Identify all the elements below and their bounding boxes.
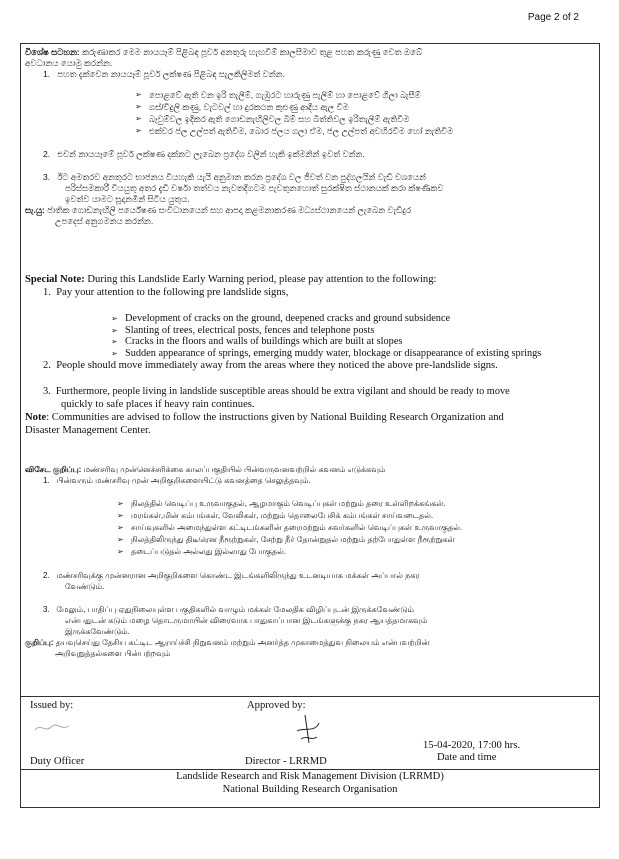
english-bullet: ➢ Development of cracks on the ground, deepened cracks and ground subsidence — [111, 313, 597, 325]
sinhala-bullet: ➢ ගස්/විදුලි කණු, වැටවල් හා දුරකථන කුළුණු ආදිය ඇල වීම — [135, 101, 595, 113]
sinhala-nb-label: සැ.යු: — [25, 205, 45, 215]
bulletin-frame — [20, 43, 600, 808]
issued-label: Issued by: — [30, 700, 74, 711]
sinhala-bullet: ➢ බෑවුම්වල ඉදිකර ඇති ගොඩනැඟිලිවල බිම් සහ බිත්තිවල ඉරිතැලීම් ඇතිවීම — [135, 113, 595, 125]
english-nb-text: : Communities are advised to follow the instructions given by National Building Research Organization and — [46, 412, 504, 423]
tamil-nb-text: தயவுசெய்து தேசிய கட்டிட ஆராய்ச்சி நிறுவனம் மற்றும் அனர்த்த முகாமைத்துவ நிலையம் என்பவற்றின் — [55, 638, 430, 647]
tamil-note-text: மண்சரிவு முன்னெச்சரிக்கை காலப்பகுதியில் பின்வருவனவற்றில் கவனம் எடுக்கவும் — [83, 465, 386, 474]
english-item-3b: quickly to safe places if heavy rain continues. — [61, 399, 255, 410]
tamil-section: விசேட குறிப்பு: மண்சரிவு முன்னெச்சரிக்கை காலப்பகுதியில் பின்வருவனவற்றில் கவனம் எடுக்கவும் 1. பின்வரும் மண்சரிவு முன் அறிகுறிகளையிட்டு கவனத்தை செலுத்தவும். ➢ நிலத்தில் வெடிப்பு உருவாகுதல், ஆழமாகும் வெடிப்புகள் மற்றும் தரை உள்ளிறக்கங்கள். ➢ மரங்கள்,மின் கம்பங்கள், வேலிகள், மற்றும் தொலைபேசிக் கம்பங்கள் சாய்வடைதல். ➢ சாய்வுகளில் அமைந்துள்ள கட்டிடங்களின் தரைமற்றும் சுவர்களில் வெடிப்புகள் உருவாகுதல். ➢ நிலத்திலிருந்து திடீரென நீரூற்றுகள், சேற்று நீர் தோன்றுதல் மற்றும் தற்போதுள்ள நீரூற்றுகள் ➢ தடைப்படுதல் அல்லது இல்லாது போகுதல். 2. மண்சரிவுக்கு முன்னரான அறிகுறிகளை கொண்ட இடங்களிலிருந்து உடனடியாக மக்கள் அப்பால் நகர வேண்டும். 3. மேலும், பாதிப்பு ஏதுநிலையுள்ள பகுதிகளில் வாழும் மக்கள் மேலதிக விழிப்புடன் இருக்கவேண்டும் என்பதுடன் கடும் மழை தொடருமாயின் விரைவாக பாதுகாப்பான இடங்களுக்கு நகர ஆயத்தமாகவும் இருக்கவேண்டும். குறிப்பு: தயவுசெய்து தேசிய கட்டிட ஆராய்ச்சி நிறுவனம் மற்றும் அனர்த்த முகாமைத்துவ நிலையம் என்பவற்றின் அறிவுறுத்தல்களை பின்பற்றவும் — [25, 464, 597, 659]
tamil-item-3b: என்பதுடன் கடும் மழை தொடருமாயின் விரைவாக பாதுகாப்பான இடங்களுக்கு நகர ஆயத்தமாகவும் — [65, 616, 428, 625]
english-item-3a: Furthermore, people living in landslide susceptible areas should be extra vigilant and should be ready to move — [55, 386, 510, 397]
english-bullets — [111, 313, 597, 359]
sinhala-item-2: එවන් නායයෑමේ පූර්ව ලක්ෂණ දක්නට ලැබෙන ප්‍රදේශ වලින් හැකි ඉක්මනින් ඉවත් වන්න. — [57, 149, 365, 159]
approved-label: Approved by: — [247, 700, 306, 711]
sinhala-note-text2: අවධානය යොමු කරන්න. — [25, 58, 113, 68]
sinhala-nb-text2: උපදෙස් අනුගමනය කරන්න. — [55, 216, 154, 226]
tamil-item-2a: மண்சரிவுக்கு முன்னரான அறிகுறிகளை கொண்ட இடங்களிலிருந்து உடனடியாக மக்கள் அப்பால் நகர — [56, 571, 420, 580]
sinhala-nb-text: ජාතික ගොඩනැඟිලි පර්යේෂණ සංවිධානයෙන් සහ ආපදා කළමනාකරණ මධ්‍යස්ථානයෙන් ලැබෙන වැඩිදුර — [47, 205, 412, 215]
sinhala-item-3c: ඉවත්ව යාමට සූදානමින් සිටිය යුතුය. — [65, 194, 190, 204]
english-note-text: During this Landslide Early Warning period, please pay attention to the following: — [87, 274, 437, 285]
tamil-bullet: ➢ சாய்வுகளில் அமைந்துள்ள கட்டிடங்களின் தரைமற்றும் சுவர்களில் வெடிப்புகள் உருவாகுதல். — [117, 522, 597, 534]
sinhala-bullet: ➢ පොළවේ ඇති වන ඉරි තැලීම්, ගැඹුරට හාරුණු පැලීම් හා පොළවේ ගිලා බැසීම් — [135, 89, 595, 101]
footer-organisation: National Building Research Organisation — [222, 784, 398, 795]
sinhala-item-3b: පරිස්සමකාරී වියයුතු අතර දැඩි වර්ෂා තත්වය නැවතදිගටම පැවතුනහොත් සුරක්ෂිත ස්ථානයක් කරා ක්ෂණිකව — [65, 183, 444, 193]
signature-block — [21, 696, 599, 810]
tamil-item-3a: மேலும், பாதிப்பு ஏதுநிலையுள்ள பகுதிகளில் வாழும் மக்கள் மேலதிக விழிப்புடன் இருக்கவேண்டும் — [56, 605, 414, 614]
english-note-label: Special Note: — [25, 274, 85, 285]
tamil-bullet-cont: ➢ தடைப்படுதல் அல்லது இல்லாது போகுதல். — [117, 546, 597, 558]
tamil-item-1: பின்வரும் மண்சரிவு முன் அறிகுறிகளையிட்டு கவனத்தை செலுத்தவும். — [56, 476, 311, 485]
english-item-1: Pay your attention to the following pre landslide signs, — [56, 287, 289, 298]
tamil-nb-label: குறிப்பு: — [25, 638, 54, 647]
footer — [21, 769, 599, 796]
director-signature — [293, 713, 323, 747]
date-time-value: 15-04-2020, 17:00 hrs. — [423, 740, 521, 751]
tamil-note-label: விசேட குறிப்பு: — [25, 465, 82, 474]
sinhala-bullets — [135, 89, 595, 137]
sinhala-note-label: විශේෂ සටහන: — [25, 47, 80, 57]
sinhala-section: විශේෂ සටහන: කරුණාකර මෙම නායයෑම් පිළිබඳ පූර්ව අනතුරු හැඟවීම් කාලසීමාව තුළ පහත කරුණු වෙත ඔබේ අවධානය යොමු කරන්න. 1. පහත දැක්වෙන නායයෑම් පූර්ව ලක්ෂණ පිළිබඳ සැලකිලිමත් වන්න. ➢ පොළවේ ඇති වන ඉරි තැලීම්, ගැඹුරට හාරුණු පැලීම් හා පොළවේ ගිලා බැසීම් ➢ ගස්/විදුලි කණු, වැටවල් හා දුරකථන කුළුණු ආදිය ඇල වීම ➢ බෑවුම්වල ඉදිකර ඇති ගොඩනැඟිලිවල බිම් සහ බිත්තිවල ඉරිතැලීම් ඇතිවීම ➢ එක්වර ජල උල්පත් ඇතිවීම, බොර ජලය ගලා ඒම, ජල උල්පත් අවහිරවීම හෝ නැතිවීම 2. එවන් නායයෑමේ පූර්ව ලක්ෂණ දක්නට ලැබෙන ප්‍රදේශ වලින් හැකි ඉක්මනින් ඉවත් වන්න. 3. ඊට අමතරව අනතුරට භාජනය වියහැකි යැයි අනුමාන කරන ප්‍රදේශ වල ජීවත් වන පුද්ගලයින් වැඩි වශයෙන් පරිස්සමකාරී වියයුතු අතර දැඩි වර්ෂා තත්වය නැවතදිගටම පැවතුනහොත් සුරක්ෂිත ස්ථානයක් කරා ක්ෂණිකව ඉවත්ව යාමට සූදානමින් සිටිය යුතුය. සැ.යු: ජාතික ගොඩනැඟිලි පර්යේෂණ සංවිධානයෙන් සහ ආපදා කළමනාකරණ මධ්‍යස්ථානයෙන් ලැබෙන වැඩිදුර උපදෙස් අනුගමනය කරන්න. — [25, 47, 595, 227]
duty-officer-label: Duty Officer — [30, 756, 85, 767]
tamil-item-3c: இருக்கவேண்டும். — [65, 627, 130, 636]
duty-officer-signature — [33, 721, 73, 735]
sinhala-item-3a: ඊට අමතරව අනතුරට භාජනය වියහැකි යැයි අනුමාන කරන ප්‍රදේශ වල ජීවත් වන පුද්ගලයින් වැඩි වශයෙන් — [57, 172, 426, 182]
tamil-bullet: ➢ மரங்கள்,மின் கம்பங்கள், வேலிகள், மற்றும் தொலைபேசிக் கம்பங்கள் சாய்வடைதல். — [117, 510, 597, 522]
english-bullet: ➢ Sudden appearance of springs, emerging muddy water, blockage or disappearance of existing springs — [111, 348, 597, 360]
page-number: Page 2 of 2 — [527, 12, 579, 23]
tamil-bullet: ➢ நிலத்திலிருந்து திடீரென நீரூற்றுகள், சேற்று நீர் தோன்றுதல் மற்றும் தற்போதுள்ள நீரூற்றுகள் — [117, 534, 597, 546]
english-bullet: ➢ Slanting of trees, electrical posts, fences and telephone posts — [111, 325, 597, 337]
tamil-item-2b: வேண்டும். — [65, 582, 105, 591]
tamil-bullet: ➢ நிலத்தில் வெடிப்பு உருவாகுதல், ஆழமாகும் வெடிப்புகள் மற்றும் தரை உள்ளிறக்கங்கள். — [117, 498, 597, 510]
sinhala-bullet: ➢ එක්වර ජල උල්පත් ඇතිවීම, බොර ජලය ගලා ඒම, ජල උල්පත් අවහිරවීම හෝ නැතිවීම — [135, 125, 595, 137]
english-nb-label: Note — [25, 412, 47, 423]
english-bullet: ➢ Cracks in the floors and walls of buildings which are built at slopes — [111, 336, 597, 348]
sinhala-item-1: පහත දැක්වෙන නායයෑම් පූර්ව ලක්ෂණ පිළිබඳ සැලකිලිමත් වන්න. — [57, 69, 285, 79]
director-label: Director - LRRMD — [245, 756, 327, 767]
english-item-2: People should move immediately away from the areas where they noticed the above pre-landslide signs. — [56, 360, 498, 371]
sinhala-note-text: කරුණාකර මෙම නායයෑම් පිළිබඳ පූර්ව අනතුරු හැඟවීම් කාලසීමාව තුළ පහත කරුණු වෙත ඔබේ — [82, 47, 423, 57]
footer-division: Landslide Research and Risk Management Division (LRRMD) — [176, 771, 444, 782]
date-time-label: Date and time — [437, 752, 497, 763]
tamil-bullets — [117, 498, 597, 558]
tamil-nb-text2: அறிவுறுத்தல்களை பின்பற்றவும் — [55, 649, 171, 658]
english-nb-text2: Disaster Management Center. — [25, 425, 151, 436]
english-section: Special Note: During this Landslide Early Warning period, please pay attention to the following: 1. Pay your attention to the following pre landslide signs, ➢ Development of cracks on the ground, deepened cracks and ground subsidence ➢ Slanting of trees, electrical posts, fences and telephone posts ➢ Cracks in the floors and walls of buildings which are built at slopes ➢ Sudden appearance of springs, emerging muddy water, blockage or disappearance of existing springs 2. People should move immediately away from the areas where they noticed the above pre-landslide signs. 3. Furthermore, people living in landslide susceptible areas should be extra vigilant and should be ready to move quickly to safe places if heavy rain continues. Note: Communities are advised to follow the instructions given by National Building Research Organization and Disaster Management Center. — [25, 273, 597, 437]
